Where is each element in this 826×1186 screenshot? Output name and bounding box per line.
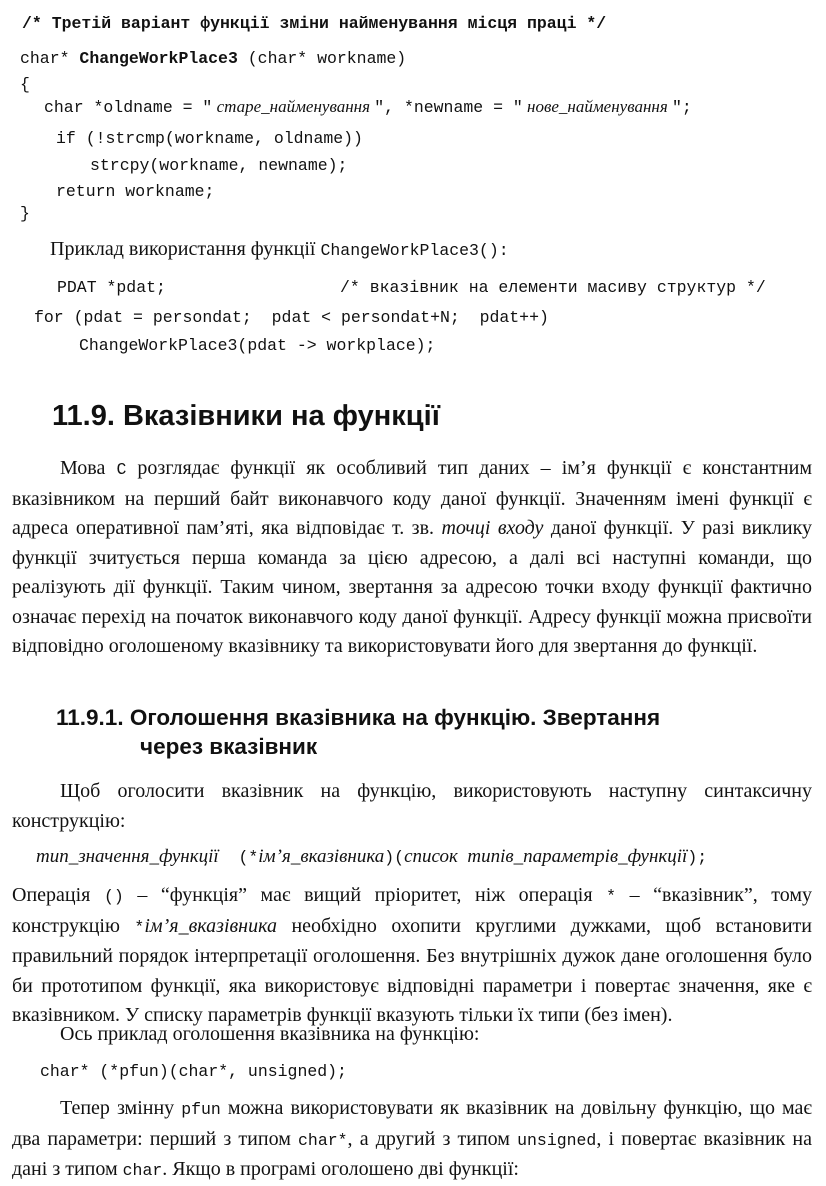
code-open-brace: { — [20, 75, 30, 94]
para5-text: Тепер змінну — [60, 1097, 182, 1119]
subsection-title-line1: Оголошення вказівника на функцію. Звертання — [129, 705, 661, 730]
code-declaration-line — [44, 97, 692, 117]
subsection-number: 11.9.1. — [56, 705, 124, 730]
section-number: 11.9. — [52, 400, 115, 432]
para5-code-pfun: pfun — [181, 1100, 221, 1119]
syntax-param-list: список типів_параметрів_функції — [404, 846, 688, 867]
code-decl-part: char *oldname = " — [44, 98, 213, 117]
code-if-line: if (!strcmp(workname, oldname)) — [56, 129, 363, 148]
para5-text: . Якщо в програмі оголошено дві функції: — [162, 1158, 519, 1180]
section-heading — [52, 400, 440, 433]
para3-text: – “функція” має вищий пріоритет, ніж операція — [123, 884, 607, 906]
code2-line1-code: PDAT *pdat; — [57, 278, 166, 297]
para1-entry-point-term: точці входу — [441, 517, 544, 539]
code-function-args: (char* workname) — [237, 49, 407, 68]
syntax-close: ); — [687, 848, 708, 867]
code-function-signature — [20, 49, 406, 68]
para5-code-unsigned: unsigned — [517, 1130, 597, 1150]
code-decl-old-value: старе_найменування — [212, 97, 375, 116]
code2-call-line: ChangeWorkPlace3(pdat -> workplace); — [79, 336, 436, 355]
para3-code-star: * — [606, 887, 617, 906]
code-decl-part: ", *newname = " — [374, 98, 523, 117]
para3-pointer-name: ім’я_вказівника — [144, 914, 277, 937]
code3-declaration: char* (*pfun)(char*, unsigned); — [40, 1062, 347, 1081]
code2-for-line: for (pdat = persondat; pdat < persondat+N; pdat++) — [34, 308, 549, 327]
para5-text: , а другий з типом — [347, 1127, 518, 1150]
paragraph-operator-precedence — [12, 881, 812, 1031]
section-title: Вказівники на функції — [122, 400, 440, 432]
code-strcpy-line: strcpy(workname, newname); — [90, 156, 348, 175]
subsection-heading-line2: через вказівник — [140, 734, 318, 759]
syntax-return-type: тип_значення_функції — [36, 846, 219, 867]
code-return-type: char* — [20, 49, 80, 68]
syntax-mid: )( — [384, 848, 405, 867]
paragraph-intro — [12, 454, 812, 662]
para3-text: Операція — [12, 884, 104, 906]
para1-code-c: C — [116, 460, 127, 479]
para5-text: можна використовувати як вказівник на довільну функцію, що має два параметри: перший з типом — [12, 1097, 812, 1150]
para1-text: даної функції. У разі виклику функції зчитується перша команда за цією адресою, а далі всі наступні команди, що реалізують дії функції. Таким чином, звертання за адресою точки входу функції фактично означає перехід на початок виконавчого коду даної функції. Адресу функції можна присвоїти відповідно оголошеному вказівнику та використовувати його для звертання до функції. — [12, 517, 813, 657]
code2-line1-comment: /* вказівник на елементи масиву структур */ — [340, 278, 766, 297]
syntax-line — [36, 846, 707, 868]
para3-text: – “вказівник”, тому конструкцію — [12, 884, 813, 937]
code-close-brace: } — [20, 204, 30, 223]
code-return-line: return workname; — [56, 182, 215, 201]
para3-code-star: * — [134, 917, 145, 937]
subsection-heading-line1 — [56, 705, 660, 731]
example-intro — [50, 238, 509, 261]
paragraph-syntax-intro: Щоб оголосити вказівник на функцію, використовують наступну синтаксичну конструкцію: — [12, 780, 812, 832]
paragraph-pfun-usage — [12, 1094, 812, 1186]
example-intro-code: ChangeWorkPlace3(): — [320, 241, 509, 260]
code-decl-part: "; — [671, 98, 692, 117]
example-intro-text: Приклад використання функції — [50, 238, 321, 260]
para5-code-char: char — [122, 1161, 163, 1180]
code-function-name: ChangeWorkPlace3 — [79, 49, 238, 68]
code-decl-new-value: нове_найменування — [522, 97, 672, 116]
para1-text: Мова — [60, 457, 117, 479]
code-comment-header: /* Третій варіант функції зміни найменування місця праці */ — [22, 14, 607, 33]
para3-text: необхідно охопити круглими дужками, щоб встановити правильний порядок інтерпретації оголошення. Без внутрішніх дужок дане оголошення було би прототипом функції, яка використовує відповідні параметри і повертає значення, яке є вказівником. У списку параметрів функції вказують тільки їх типи (без імен). — [12, 914, 812, 1026]
para3-code-call-op: () — [103, 887, 124, 906]
para1-text: розглядає функції як особливий тип даних – ім’я функції є константним вказівником на перший байт виконавчого коду даної функції. Значенням імені функції є адреса оперативної пам’яті, яка відповідає т. зв. — [12, 457, 812, 539]
para5-code-charptr: char* — [298, 1130, 348, 1150]
syntax-open: (* — [218, 848, 259, 867]
syntax-pointer-name: ім’я_вказівника — [258, 846, 385, 867]
para5-text: , і повертає вказівник на дані з типом — [12, 1127, 813, 1180]
paragraph-example-intro: Ось приклад оголошення вказівника на функцію: — [60, 1023, 480, 1045]
